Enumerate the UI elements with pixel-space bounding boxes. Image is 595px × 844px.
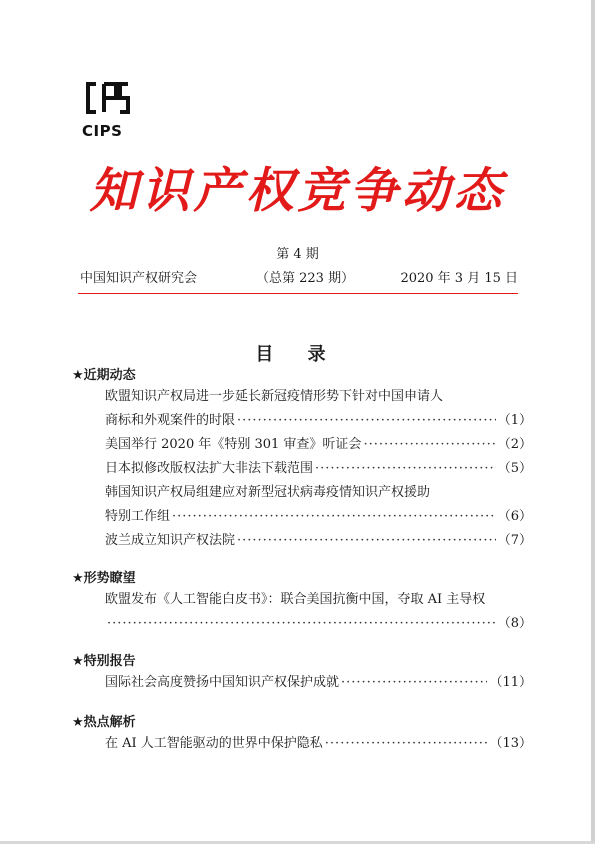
toc-page-number: （5）	[497, 461, 532, 476]
toc-entry-line	[105, 671, 532, 695]
toc-entry-title: 欧盟知识产权局进一步延长新冠疫情形势下针对中国申请人	[105, 389, 444, 404]
toc-entry-line	[105, 433, 532, 457]
toc-page-number: （8）	[497, 616, 532, 631]
toc-entry[interactable]	[105, 732, 532, 756]
toc-leader-dots	[363, 433, 495, 457]
header-divider	[78, 293, 518, 294]
toc-entry-line	[105, 588, 532, 612]
toc-entry-line	[105, 732, 532, 756]
toc-entry-line	[105, 409, 532, 433]
toc-page-number: （2）	[497, 437, 532, 452]
toc-entry-title: 特别工作组	[105, 509, 171, 524]
toc-entry-line	[105, 612, 532, 636]
toc-entry-line	[105, 457, 532, 481]
toc-section	[72, 570, 532, 636]
toc-section	[72, 367, 532, 553]
toc-entry-line	[105, 481, 532, 505]
toc-section-heading: ★近期动态	[72, 368, 136, 383]
toc-entry-title: 国际社会高度赞扬中国知识产权保护成就	[105, 675, 340, 690]
toc-leader-dots	[315, 457, 496, 481]
toc-entry[interactable]	[105, 481, 532, 529]
toc-entry-title: 日本拟修改版权法扩大非法下载范围	[105, 461, 314, 476]
toc-entry-title: 欧盟发布《人工智能白皮书》：联合美国抗衡中国，夺取 AI 主导权	[105, 592, 486, 607]
toc-entry[interactable]	[105, 529, 532, 553]
toc-leader-dots	[325, 732, 488, 756]
toc-section	[72, 714, 532, 756]
toc-entry-line	[105, 505, 532, 529]
toc-leader-dots	[341, 671, 487, 695]
toc-entry-title: 韩国知识产权局组建应对新型冠状病毒疫情知识产权援助	[105, 485, 431, 500]
total-issue-number: （总第 223 期）	[256, 271, 355, 286]
toc-entry[interactable]	[105, 433, 532, 457]
cips-emblem-icon	[82, 78, 130, 118]
toc-page-number: （13）	[489, 736, 532, 751]
toc-page-number: （6）	[497, 509, 532, 524]
toc-entry[interactable]	[105, 457, 532, 481]
toc-entry[interactable]	[105, 671, 532, 695]
toc-entry-line	[105, 385, 532, 409]
toc-entry-title: 波兰成立知识产权法院	[105, 533, 236, 548]
toc-section-heading: ★特别报告	[72, 654, 136, 669]
toc-entry[interactable]	[105, 385, 532, 433]
publication-title: 知识产权竞争动态	[89, 163, 506, 219]
toc-entry-title: 美国举行 2020 年《特别 301 审查》听证会	[105, 437, 362, 452]
publisher-name: 中国知识产权研究会	[80, 271, 198, 286]
logo-text: CIPS	[82, 122, 123, 140]
toc-page-number: （1）	[497, 413, 532, 428]
toc-leader-dots	[107, 612, 496, 636]
issue-number: 第 4 期	[276, 247, 319, 262]
toc-section-heading: ★热点解析	[72, 715, 136, 730]
publication-date: 2020 年 3 月 15 日	[400, 271, 518, 286]
toc-section	[72, 653, 532, 695]
toc-leader-dots	[237, 409, 496, 433]
page-edge-right	[591, 0, 595, 844]
cips-logo	[82, 78, 134, 140]
toc-section-heading: ★形势瞭望	[72, 571, 136, 586]
toc-page-number: （11）	[489, 675, 532, 690]
toc-leader-dots	[172, 505, 496, 529]
toc-entry[interactable]	[105, 588, 532, 636]
toc-entry-title: 商标和外观案件的时限	[105, 413, 236, 428]
toc-entry-line	[105, 529, 532, 553]
toc-entry-title: 在 AI 人工智能驱动的世界中保护隐私	[105, 736, 323, 751]
toc-leader-dots	[237, 529, 496, 553]
toc-title: 目 录	[255, 344, 340, 365]
toc-page-number: （7）	[497, 533, 532, 548]
